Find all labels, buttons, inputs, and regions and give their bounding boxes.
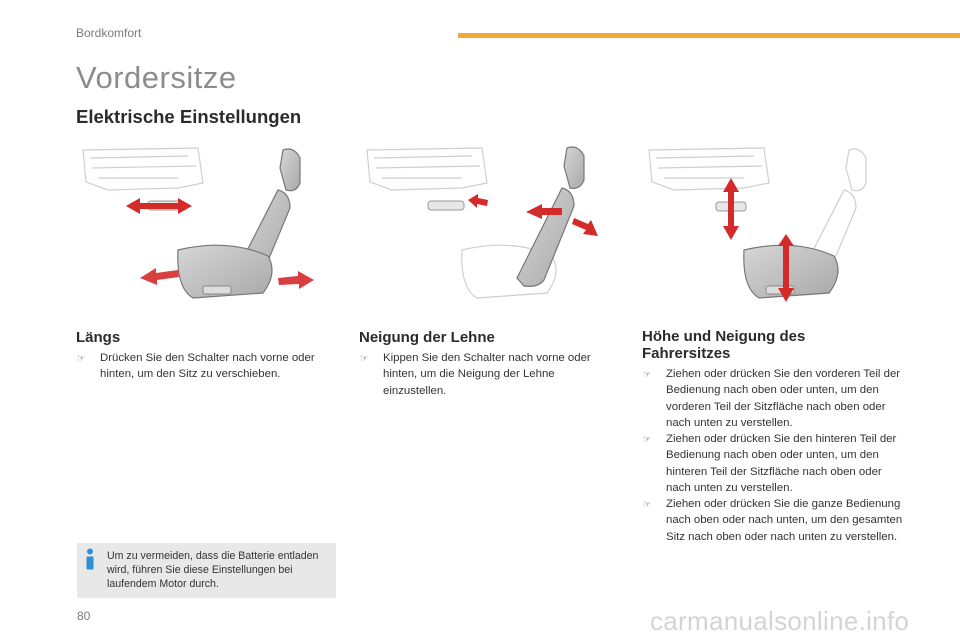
page-title: Vordersitze <box>76 60 237 95</box>
col2-heading: Neigung der Lehne <box>359 329 495 346</box>
arrow-bullet-icon: ☞ <box>360 353 369 363</box>
section-title: Elektrische Einstellungen <box>76 106 302 127</box>
arrow-forward-icon <box>278 271 314 289</box>
arrow-bullet-icon: ☞ <box>643 434 652 444</box>
info-text: Um zu vermeiden, dass die Batterie entladen wird, führen Sie diese Einstellungen bei laufendem Motor durch. <box>107 550 319 590</box>
col3-bullet-2 <box>643 431 905 497</box>
col2-bullet-text: Kippen Sie den Schalter nach vorne oder hinten, um die Neigung der Lehne einzustellen. <box>383 352 591 397</box>
arrow-left-right-icon <box>126 198 192 214</box>
page-number: 80 <box>77 609 91 623</box>
col3-bullet-text: Ziehen oder drücken Sie den vorderen Teil der Bedienung nach oben oder unten, um den vorderen Teil der Sitzfläche nach oben oder nach unten zu verstellen. <box>666 368 901 430</box>
col3-bullet-3 <box>643 496 905 545</box>
header-accent-bar <box>458 33 960 38</box>
arrow-tilt-forward-icon <box>572 218 598 236</box>
info-icon <box>83 548 97 570</box>
arrow-backward-icon <box>140 268 179 285</box>
arrow-curved-icon <box>468 194 488 208</box>
seat-height-illustration <box>644 138 884 308</box>
watermark: carmanualsonline.info <box>650 606 910 636</box>
arrow-bullet-icon: ☞ <box>643 499 652 509</box>
col1-bullet <box>77 350 339 383</box>
seat-longitudinal-illustration <box>78 138 318 308</box>
col3-heading: Höhe und Neigung des Fahrersitzes <box>642 328 806 362</box>
arrow-bullet-icon: ☞ <box>77 353 86 363</box>
col1-heading: Längs <box>76 329 121 346</box>
col2-bullet <box>360 350 610 399</box>
col3-bullet-1 <box>643 366 905 432</box>
col3-bullet-text: Ziehen oder drücken Sie die ganze Bedienung nach oben oder nach unten, um den gesamten Sitz nach oben oder nach unten zu verstellen. <box>666 498 903 543</box>
seat-body <box>178 149 300 298</box>
col3-bullet-text: Ziehen oder drücken Sie den hinteren Teil der Bedienung nach oben oder unten, um den hinteren Teil der Sitzfläche nach oben oder nach unten zu verstellen. <box>666 433 897 495</box>
seat-backrest <box>517 147 584 286</box>
info-box <box>77 543 336 598</box>
header-section-label: Bordkomfort <box>76 26 142 40</box>
col1-bullet-text: Drücken Sie den Schalter nach vorne oder hinten, um den Sitz zu verschieben. <box>100 352 315 381</box>
seat-backrest-illustration <box>362 138 602 308</box>
arrow-bullet-icon: ☞ <box>643 369 652 379</box>
